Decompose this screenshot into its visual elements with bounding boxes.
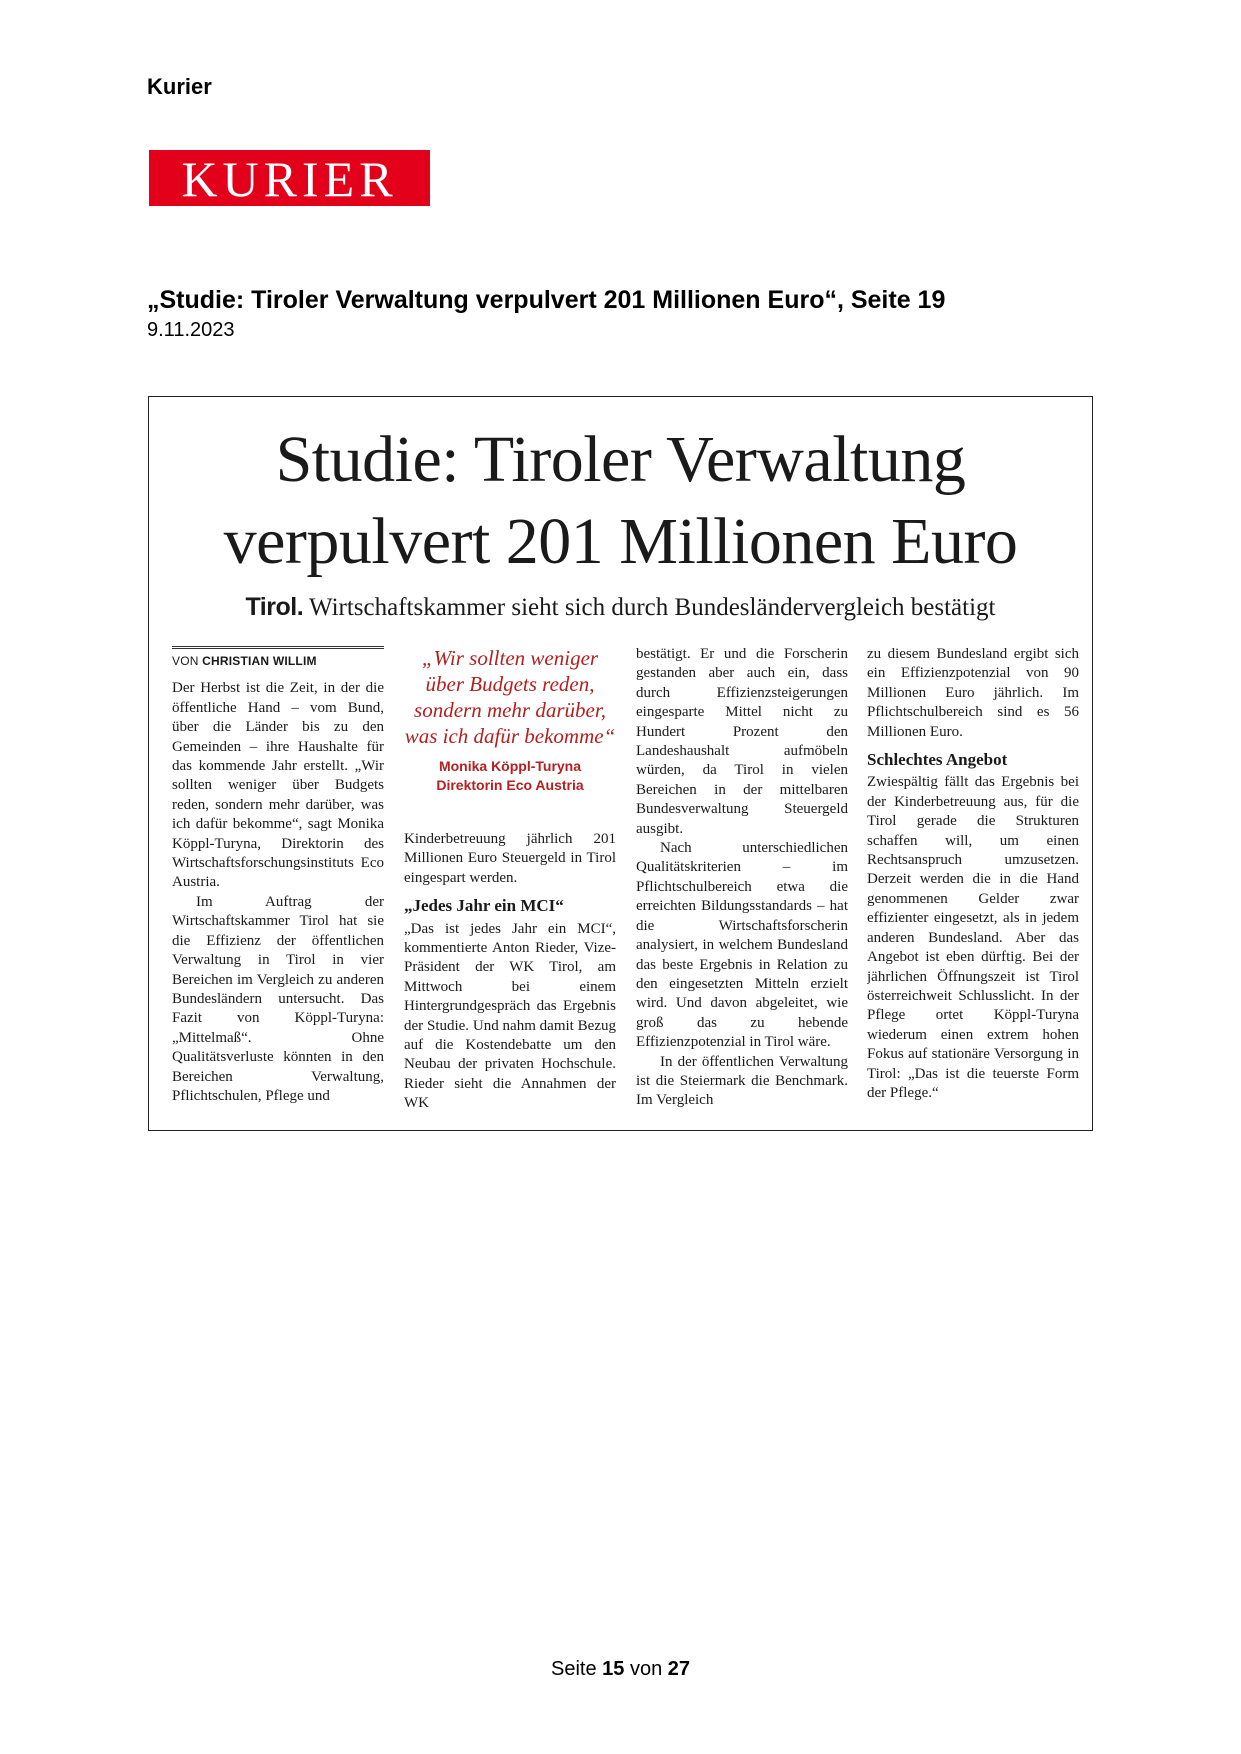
document-title: „Studie: Tiroler Verwaltung verpulvert 201 Millionen Euro“, Seite 19 xyxy=(147,286,946,314)
byline-rule xyxy=(172,646,384,649)
byline xyxy=(172,652,384,671)
headline-line-2: verpulvert 201 Millionen Euro xyxy=(223,505,1018,578)
section-heading: „Jedes Jahr ein MCI“ xyxy=(404,896,564,916)
paragraph: Zwiespältig fällt das Ergebnis bei der Kinderbetreuung aus, für die Tirol gerade die Strukturen schaffen will, um einen Rechtsanspruch umzusetzen. Derzeit werden die in die Hand genommenen Gelder zwar effizienter eingesetzt, als in jedem anderen Bundesland. Aber das Angebot ist eben dürftig. Bei der jährlichen Öffnungszeit ist Tirol österreichweit Schlusslicht. In der Pflege ortet Köppl-Turyna wiederum einen extrem hohen Fokus auf stationäre Versorgung in Tirol: „Das ist die teuerste Form der Pflege.“ xyxy=(867,774,1079,1101)
footer-middle: von xyxy=(629,1658,663,1680)
column-3 xyxy=(636,645,848,1130)
column-1 xyxy=(172,645,384,1130)
page-footer xyxy=(0,1658,1241,1681)
byline-prefix: VON xyxy=(172,654,199,668)
paragraph: „Das ist jedes Jahr ein MCI“, kommentierte Anton Rieder, Vize-Präsident der WK Tirol, am Mittwoch bei einem Hintergrundgespräch das Ergebnis der Studie. Und nahm damit Bezug auf die Kostendebatte um den Neubau der privaten Hochschule. Rieder sieht die Annahmen der WK xyxy=(404,920,616,1112)
headline-line-1: Studie: Tiroler Verwaltung xyxy=(275,423,966,496)
section-heading: Schlechtes Angebot xyxy=(867,750,1008,770)
footer-prefix: Seite xyxy=(550,1658,597,1680)
paragraph: zu diesem Bundesland ergibt sich ein Effizienzpotenzial von 90 Millionen Euro jährlich. Im Pflichtschulbereich sind es 56 Millionen Euro. xyxy=(867,646,1079,740)
kurier-logo: KURIER xyxy=(149,150,430,206)
paragraph: Kinderbetreuung jährlich 201 Millionen Euro Steuergeld in Tirol eingespart werden. xyxy=(404,831,616,886)
paragraph: Im Auftrag der Wirtschaftskammer Tirol hat sie die Effizienz der öffentlichen Verwaltung in Tirol in vier Bereichen im Vergleich zu anderen Bundesländern untersucht. Das Fazit von Köppl-Turyna: „Mittelmaß“. Ohne Qualitätsverluste könnten in den Bereichen Verwaltung, Pflichtschulen, Pflege und xyxy=(172,893,384,1104)
pull-quote xyxy=(404,645,616,830)
paragraph: bestätigt. Er und die Forscherin gestanden aber auch ein, dass durch Effizienzsteigerungen eingesparte Mittel nicht zu Hundert Prozent den Landeshaushalt aufmöbeln würden, da Tirol in vielen Bereichen in der mittelbaren Bundesverwaltung Steuergeld ausgibt. xyxy=(636,646,848,837)
author-name: CHRISTIAN WILLIM xyxy=(202,654,317,668)
paragraph: In der öffentlichen Verwaltung ist die Steiermark die Benchmark. Im Vergleich xyxy=(636,1053,848,1109)
article-headline xyxy=(149,419,1092,583)
document-date: 9.11.2023 xyxy=(147,319,235,341)
newspaper-clipping xyxy=(148,396,1093,1131)
column-4 xyxy=(867,645,1079,1130)
current-page: 15 xyxy=(602,1658,625,1680)
source-label: Kurier xyxy=(147,74,212,99)
pull-quote-role: Direktorin Eco Austria xyxy=(436,777,584,793)
subheadline-text: Wirtschaftskammer sieht sich durch Bundesländervergleich bestätigt xyxy=(308,594,996,621)
pull-quote-author: Monika Köppl-Turyna xyxy=(438,758,582,774)
article-subheadline xyxy=(149,593,1092,622)
pull-quote-text: „Wir sollten weniger über Budgets reden, sondern mehr darüber, was ich dafür bekomme“ xyxy=(404,646,616,748)
total-pages: 27 xyxy=(667,1658,691,1680)
paragraph: Der Herbst ist die Zeit, in der die öffentliche Hand – vom Bund, über die Länder bis zu den Gemeinden – ihre Haushalte für das kommende Jahr erstellt. „Wir sollten weniger über Budgets reden, sondern mehr darüber, was ich dafür bekomme“, sagt Monika Köppl-Turyna, Direktorin des Wirtschaftsforschungsinstituts Eco Austria. xyxy=(172,680,384,891)
column-2 xyxy=(404,645,616,1130)
kicker: Tirol. xyxy=(245,593,304,621)
paragraph: Nach unterschiedlichen Qualitätskriterien – im Pflichtschulbereich etwa die erreichten Bildungsstandards – hat die Wirtschaftsforscherin analysiert, in welchem Bundesland das beste Ergebnis in Relation zu den eingesetzten Mitteln erzielt wird. Und davon abgeleitet, wie groß das zu hebende Effizienzpotenzial in Tirol wäre. xyxy=(636,840,848,1051)
